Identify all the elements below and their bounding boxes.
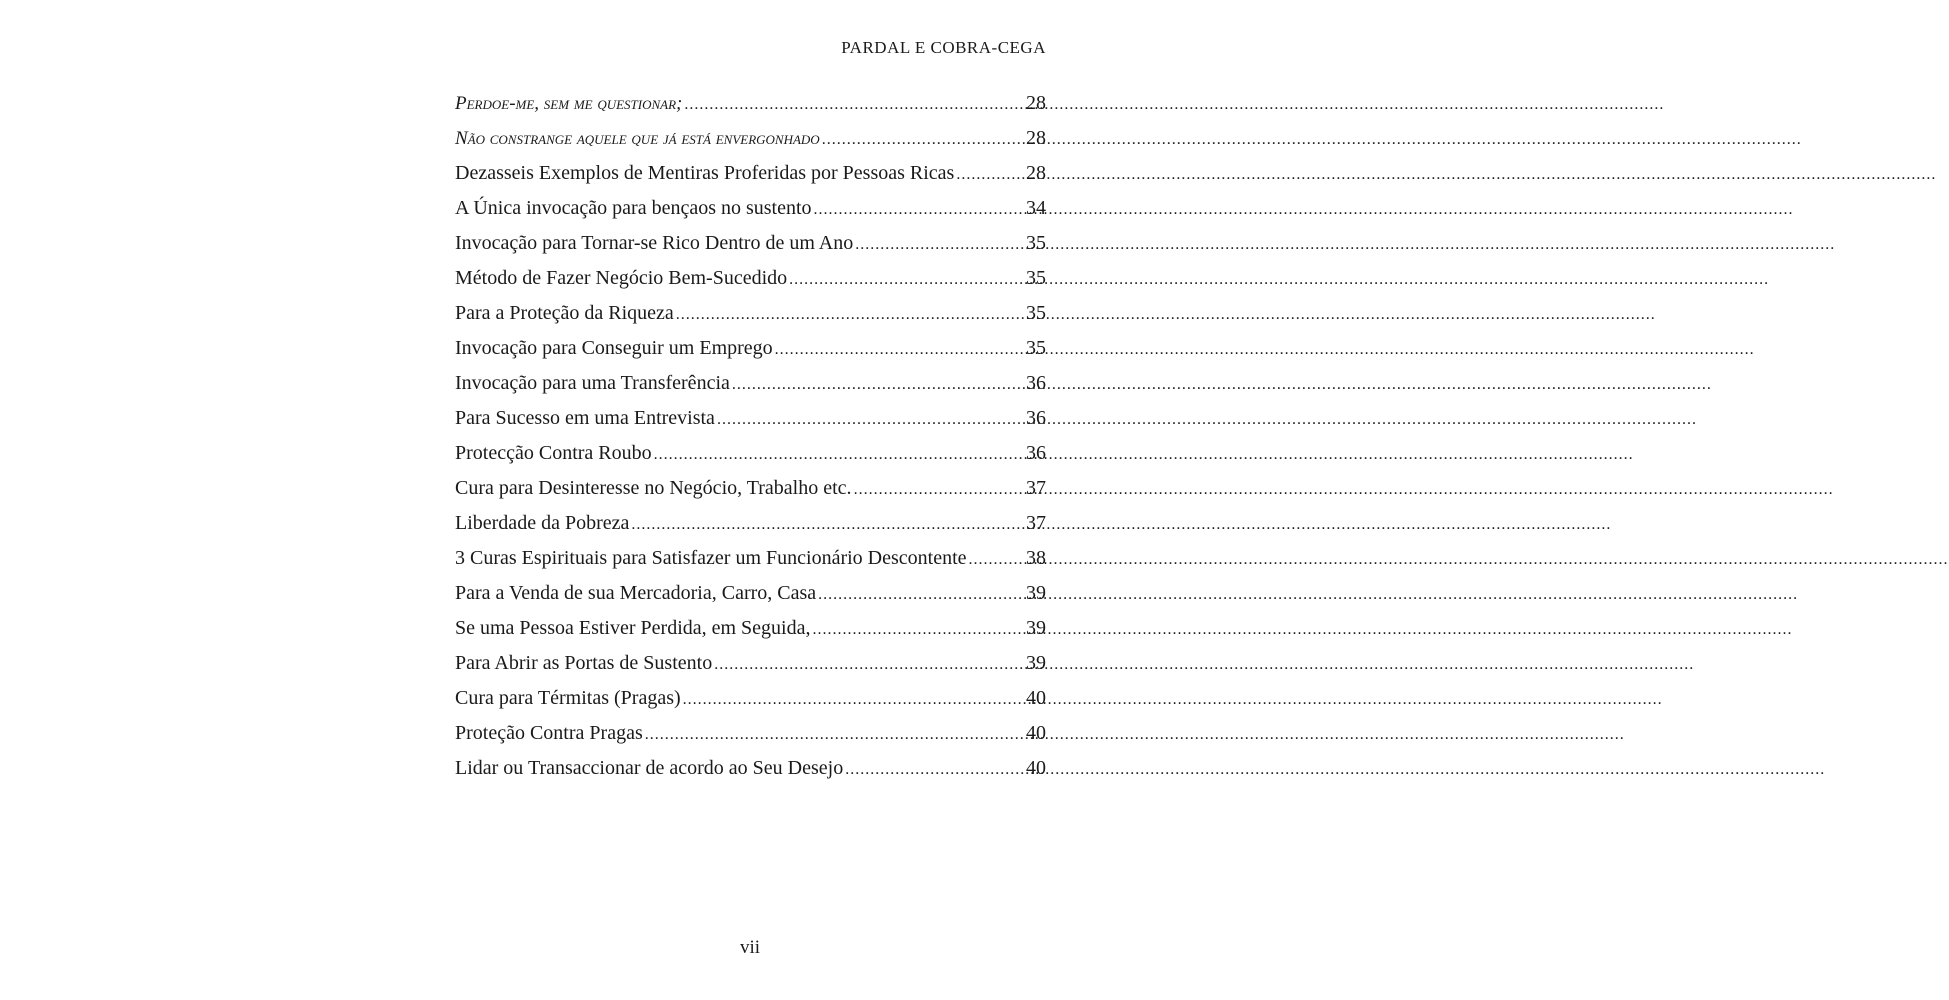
toc-entry-title: Lidar ou Transaccionar de acordo ao Seu Desejo: [455, 757, 844, 779]
toc-entry-page: 35: [1026, 302, 1046, 324]
toc-entry-title: Invocação para Tornar-se Rico Dentro de um Ano: [455, 232, 854, 254]
toc-entry-title: 3 Curas Espirituais para Satisfazer um Funcionário Descontente: [455, 547, 967, 569]
toc-entry[interactable]: [455, 506, 1046, 541]
running-header: PARDAL E COBRA-CEGA: [841, 38, 1046, 57]
toc-entry[interactable]: [455, 541, 1046, 576]
toc-entry-title: Para a Venda de sua Mercadoria, Carro, Casa: [455, 582, 817, 604]
toc-entry[interactable]: [455, 191, 1046, 226]
toc-entry-page: 35: [1026, 232, 1046, 254]
toc-entry-page: 39: [1026, 617, 1046, 639]
dot-leader: [683, 681, 1024, 717]
dot-leader: [732, 366, 1024, 402]
toc-entry-page: 37: [1026, 477, 1046, 499]
toc-entry-title: Se uma Pessoa Estiver Perdida, em Seguida,: [455, 617, 811, 639]
toc-entry[interactable]: [455, 121, 1046, 156]
dot-leader: [645, 716, 1024, 752]
toc-entry[interactable]: [455, 331, 1046, 366]
toc-entry-page: 39: [1026, 582, 1046, 604]
page-number: vii: [739, 937, 761, 958]
toc-entry-title: Cura para Desinteresse no Negócio, Trabalho etc.: [455, 477, 852, 499]
dot-leader: [775, 331, 1024, 367]
toc-entry-page: 39: [1026, 652, 1046, 674]
dot-leader: [684, 86, 1024, 122]
toc-entry-title: Dezasseis Exemplos de Mentiras Proferidas por Pessoas Ricas: [455, 162, 955, 184]
toc-entry-title: Método de Fazer Negócio Bem-Sucedido: [455, 267, 788, 289]
toc-entry-page: 36: [1026, 407, 1046, 429]
toc-entry-title: A Única invocação para bençaos no sustento: [455, 197, 812, 219]
toc-entry-title: Invocação para Conseguir um Emprego: [455, 337, 773, 359]
toc-entry-title: Para Abrir as Portas de Sustento: [455, 652, 713, 674]
toc-entry-page: 35: [1026, 337, 1046, 359]
toc-entry-page: 40: [1026, 757, 1046, 779]
dot-leader: [969, 541, 1024, 577]
toc-entry-title: Proteção Contra Pragas: [455, 722, 643, 744]
toc-entry-title: Não constrange aquele que já está envergonhado: [455, 128, 820, 149]
dot-leader: [714, 646, 1024, 682]
toc-entry-title: Para a Proteção da Riqueza: [455, 302, 674, 324]
toc-entry[interactable]: [455, 716, 1046, 751]
toc-entry-page: 28: [1026, 127, 1046, 149]
toc-entry[interactable]: [455, 366, 1046, 401]
dot-leader: [845, 751, 1024, 787]
toc-entry[interactable]: [455, 401, 1046, 436]
toc-entry-title: Para Sucesso em uma Entrevista: [455, 407, 715, 429]
toc-entry[interactable]: [455, 681, 1046, 716]
dot-leader: [676, 296, 1024, 332]
toc-entry-page: 28: [1026, 92, 1046, 114]
dot-leader: [956, 156, 1024, 192]
toc-entry-page: 37: [1026, 512, 1046, 534]
dot-leader: [631, 506, 1024, 542]
dot-leader: [855, 226, 1024, 262]
toc-entry[interactable]: [455, 226, 1046, 261]
dot-leader: [818, 576, 1024, 612]
dot-leader: [822, 121, 1024, 157]
toc-entry[interactable]: [455, 156, 1046, 191]
toc-entry[interactable]: [455, 751, 1046, 786]
toc-entry-page: 36: [1026, 442, 1046, 464]
toc-entry-title: Liberdade da Pobreza: [455, 512, 630, 534]
toc-entry-title: Perdoe-me, sem me questionar;: [455, 93, 683, 114]
dot-leader: [717, 401, 1024, 437]
toc-entry[interactable]: [455, 611, 1046, 646]
dot-leader: [814, 191, 1024, 227]
table-of-contents: [455, 86, 1046, 786]
toc-entry[interactable]: [455, 576, 1046, 611]
toc-entry-title: Protecção Contra Roubo: [455, 442, 652, 464]
toc-entry-page: 36: [1026, 372, 1046, 394]
toc-entry[interactable]: [455, 646, 1046, 681]
dot-leader: [789, 261, 1024, 297]
toc-entry[interactable]: [455, 261, 1046, 296]
toc-entry-page: 38: [1026, 547, 1046, 569]
toc-entry[interactable]: [455, 471, 1046, 506]
toc-entry-page: 28: [1026, 162, 1046, 184]
dot-leader: [813, 611, 1025, 647]
toc-entry-page: 34: [1026, 197, 1046, 219]
toc-entry-page: 40: [1026, 722, 1046, 744]
dot-leader: [654, 436, 1024, 472]
toc-entry[interactable]: [455, 436, 1046, 471]
toc-entry[interactable]: [455, 296, 1046, 331]
toc-entry-page: 35: [1026, 267, 1046, 289]
toc-entry[interactable]: [455, 86, 1046, 121]
dot-leader: [854, 471, 1024, 507]
toc-entry-title: Cura para Térmitas (Pragas): [455, 687, 681, 709]
toc-entry-page: 40: [1026, 687, 1046, 709]
toc-entry-title: Invocação para uma Transferência: [455, 372, 730, 394]
